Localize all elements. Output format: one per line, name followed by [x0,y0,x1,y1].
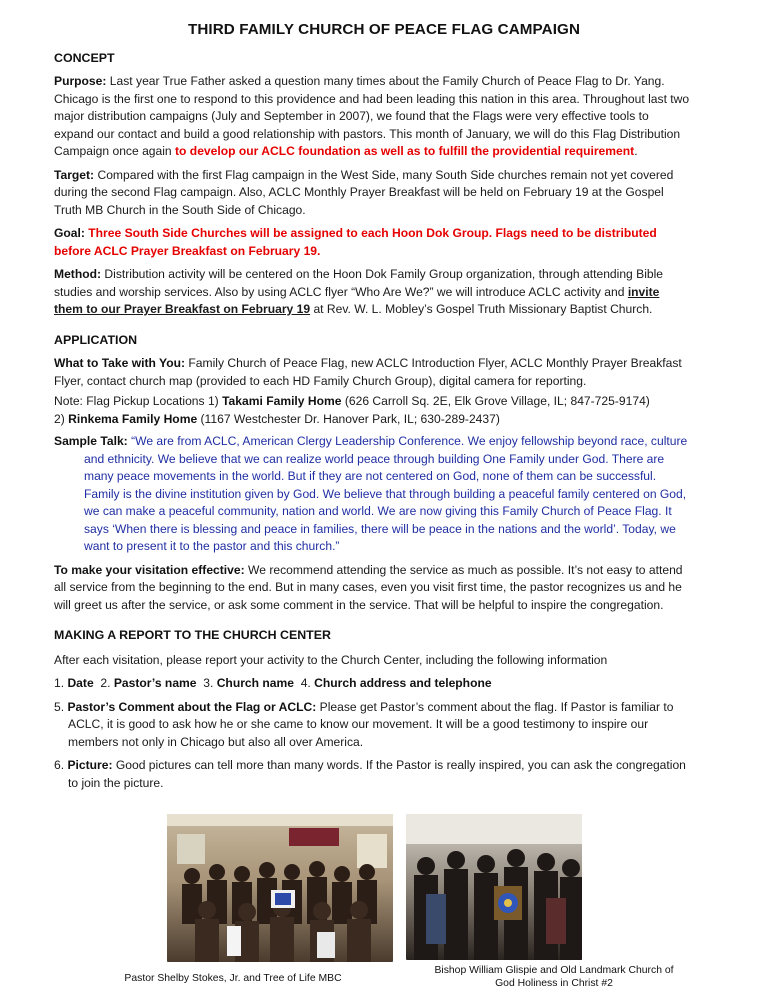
location-2-number: 2) [54,411,69,426]
visit-label: To make your visitation effective: [54,562,245,577]
purpose-line-3: major distribution campaigns (July and September in 2007), we found that the Flags were very effective tools to [54,109,649,123]
item-church-address: Church address and telephone [314,676,492,690]
pickup-note [54,393,714,428]
purpose-line-1: Last year True Father asked a question many times about the Family Church of Peace Flag to Dr. Yang. [109,74,665,88]
purpose-line-2: Chicago is the first one to respond to this providence and had been leading this nation in this area. Throughout last two [54,91,690,106]
purpose-line-5a: Campaign once again [54,144,176,158]
visit-line-2: all service from the beginning to the end. But in many cases, even you visit first time, the pastor recognizes us and he [54,580,682,594]
sample-line-5: we can make a peaceful community, nation and world. We are now giving this Family Church of Peace Flag. It [84,504,672,518]
report-heading: MAKING A REPORT TO THE CHURCH CENTER [54,628,331,642]
method-line-2: studies and worship services. Also by using ACLC flyer “Who Are We?” we will introduce ACLC activity and [54,284,628,299]
sample-label: Sample Talk: [54,434,128,448]
sample-line-2: and ethnicity. We believe that we can realize world peace through building One Family under God. There are [84,451,665,466]
take-line-2: Flyer, contact church map (provided to each HD Family Church Group), digital camera for reporting. [54,373,587,388]
left-photo-image [167,814,393,962]
take-paragraph [54,355,714,390]
visit-line-3: will greet us after the service, or ask some comment in the service. That will be helpful to inspire the congregation. [54,597,664,612]
item-pastor-name: Pastor’s name [113,676,197,690]
right-caption-line-2: God Holiness in Christ #2 [495,978,613,989]
item-5-line-3: members not only in Chicago but also all over America. [68,734,364,749]
sample-line-3: many peace movements in the world. But if they are not centered on God, none of them can be successful. [84,469,657,483]
left-church-photo [167,814,393,962]
visit-line-1: We recommend attending the service as much as possible. It’s not easy to attend [248,562,683,577]
location-1-name: Takami Family Home [222,394,342,408]
purpose-label: Purpose: [54,74,107,88]
purpose-line-4: expand our contact and build a good relationship with pastors. This month of January, we will do this Flag Distribution [54,126,681,141]
target-line-1: Compared with the first Flag campaign in the West Side, many South Side churches remain not yet covered [97,167,674,182]
right-photo-caption [400,964,708,990]
method-line-3: at Rev. W. L. Mobley’s Gospel Truth Missionary Baptist Church. [310,302,653,316]
method-paragraph [54,266,714,319]
location-1-address: (626 Carroll Sq. 2E, Elk Grove Village, IL; 847-725-9174) [341,394,650,408]
method-line-1: Distribution activity will be centered on the Hoon Dok Family Group organization, through attending Bible [104,267,664,281]
right-church-photo [406,814,582,960]
item-6-number: 6. [54,758,68,772]
item-1-number: 1. [54,676,68,690]
location-2-address: (1167 Westchester Dr. Hanover Park, IL; 630-289-2437) [197,411,500,426]
target-line-3: Truth MB Church in the South Side of Chicago. [54,202,306,217]
sample-talk [54,433,714,556]
document-title: THIRD FAMILY CHURCH OF PEACE FLAG CAMPAIGN [187,21,581,38]
item-5-label: Pastor’s Comment about the Flag or ACLC: [67,699,317,714]
item-5-line-2: ACLC, it is good to ask how he or she came to know our movement. It will be a good testimony to inspire our [68,717,649,731]
target-paragraph [54,167,714,220]
application-heading: APPLICATION [54,332,138,347]
item-6-line-1: Good pictures can tell more than many words. If the Pastor is really inspired, you can ask the congregation [115,758,686,772]
item-3-number: 3. [196,676,217,690]
take-line-1: Family Church of Peace Flag, new ACLC Introduction Flyer, ACLC Monthly Prayer Breakfast [188,356,682,370]
method-label: Method: [54,267,102,281]
goal-line-2: before ACLC Prayer Breakfast on February 19. [54,243,321,258]
item-6-line-2: to join the picture. [68,775,164,790]
purpose-emphasis: to develop our ACLC foundation as well as to fulfill the providential requirement [175,144,635,158]
take-label: What to Take with You: [54,356,186,370]
document-content [54,0,714,792]
goal-label: Goal [54,226,81,240]
sample-line-6: says ‘When there is blessing and peace in families, there will be peace in the nations and the world’. Today, we [84,521,676,536]
item-6-label: Picture: [67,758,113,772]
report-item-6 [54,757,714,792]
method-prayer-breakfast: them to our Prayer Breakfast on February 19 [54,302,311,316]
purpose-paragraph [54,73,714,161]
left-photo-caption: Pastor Shelby Stokes, Jr. and Tree of Life MBC [124,973,342,984]
purpose-end: . [634,144,638,158]
right-photo-image [406,814,582,960]
report-intro: After each visitation, please report your activity to the Church Center, including the following information [54,652,608,667]
note-prefix: Note: Flag Pickup Locations 1) [54,394,223,408]
item-5-line-1: Please get Pastor’s comment about the flag. If Pastor is familiar to [319,699,674,714]
concept-heading: CONCEPT [54,50,115,65]
item-2-number: 2. [93,676,114,690]
location-2-name: Rinkema Family Home [68,411,198,426]
right-caption-line-1: Bishop William Glispie and Old Landmark Church of [434,965,674,976]
item-4-number: 4. [293,676,315,690]
sample-line-7: want to present it to the pastor and this church.” [84,539,340,553]
target-label: Target: [54,167,95,182]
visitation-paragraph [54,562,714,615]
goal-line-1: Three South Side Churches will be assigned to each Hoon Dok Group. Flags need to be distributed [88,226,657,240]
report-items-1-4 [54,675,714,693]
method-invite: invite [627,284,660,299]
goal-paragraph [54,225,714,260]
item-5-number: 5. [54,699,68,714]
item-church-name: Church name [216,676,294,690]
item-date: Date [67,676,94,690]
target-line-2: during the second Flag campaign. Also, ACLC Monthly Prayer Breakfast will be held on February 19 at the Gospel [54,185,664,199]
report-item-5 [54,699,714,752]
goal-colon: : [80,226,89,240]
sample-line-4: Family is the divine institution given by God. We believe that through building a peaceful family centered on God, [84,486,687,501]
sample-line-1: “We are from ACLC, American Clergy Leadership Conference. We enjoy fellowship beyond race, culture [131,434,688,448]
